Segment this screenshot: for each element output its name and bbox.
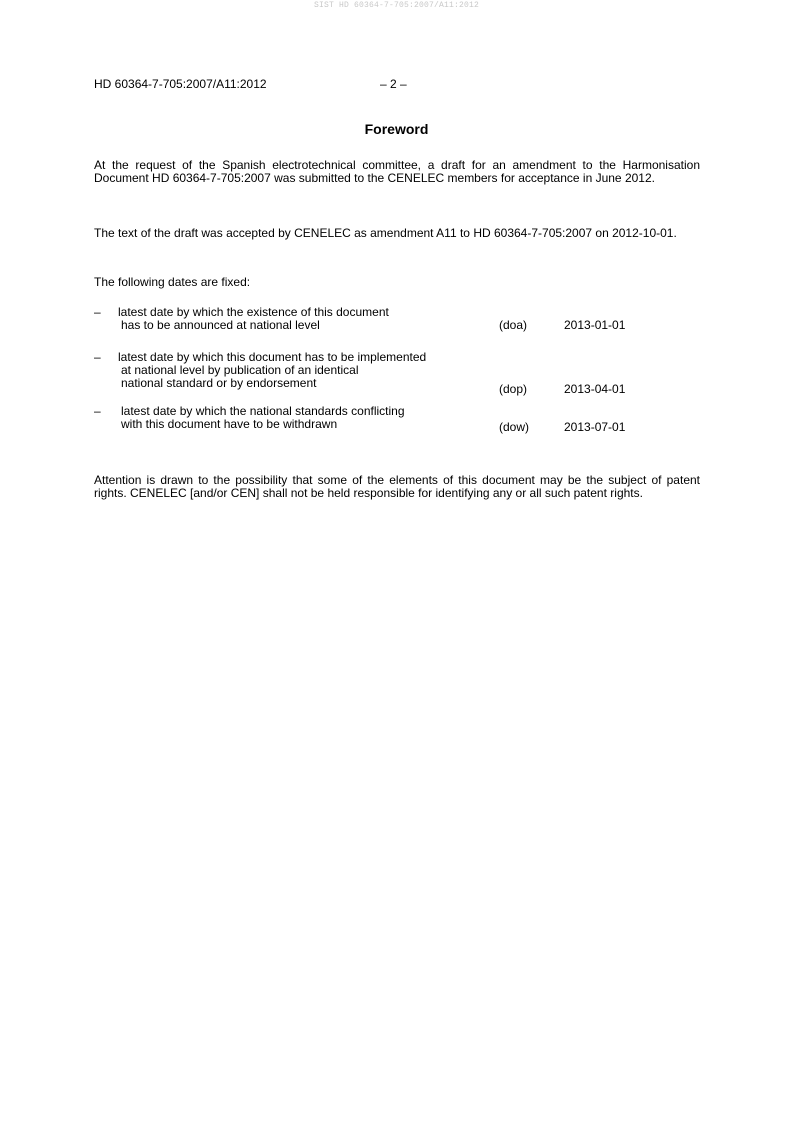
date-description-line: has to be announced at national level <box>121 318 320 332</box>
date-description-doa <box>118 306 389 332</box>
date-description-line: latest date by which the national standards conflicting <box>121 404 405 418</box>
paragraph-patent-notice: Attention is drawn to the possibility that some of the elements of this document may be the subject of patent rights. CENELEC [and/or CEN] shall not be held responsible for identifying any or all such patent rights. <box>94 473 700 500</box>
document-reference: HD 60364-7-705:2007/A11:2012 <box>94 77 267 91</box>
list-bullet: – <box>94 350 101 364</box>
date-description-dop <box>118 351 426 390</box>
date-value-dop: 2013-04-01 <box>564 382 626 396</box>
paragraph-dates-intro: The following dates are fixed: <box>94 275 251 289</box>
page-number: – 2 – <box>380 77 407 91</box>
date-code-dow: (dow) <box>499 420 530 434</box>
date-description-line: latest date by which the existence of this document <box>118 305 389 319</box>
date-description-dow <box>118 405 405 431</box>
list-bullet: – <box>94 305 101 319</box>
date-code-doa: (doa) <box>499 318 528 332</box>
date-description-line: latest date by which this document has to be implemented <box>118 350 427 364</box>
date-description-line: at national level by publication of an identical <box>121 363 359 377</box>
watermark-text: SIST HD 60364-7-705:2007/A11:2012 <box>313 1 480 10</box>
date-description-line: national standard or by endorsement <box>121 376 317 390</box>
section-title: Foreword <box>364 121 429 137</box>
date-code-dop: (dop) <box>499 382 528 396</box>
list-bullet: – <box>94 404 101 418</box>
paragraph-request: At the request of the Spanish electrotechnical committee, a draft for an amendment to the Harmonisation Document HD 60364-7-705:2007 was submitted to the CENELEC members for acceptance in June 2012. <box>94 158 700 185</box>
date-value-doa: 2013-01-01 <box>564 318 626 332</box>
date-description-line: with this document have to be withdrawn <box>121 417 338 431</box>
date-value-dow: 2013-07-01 <box>564 420 626 434</box>
paragraph-acceptance: The text of the draft was accepted by CENELEC as amendment A11 to HD 60364-7-705:2007 on 2012-10-01. <box>94 226 677 240</box>
